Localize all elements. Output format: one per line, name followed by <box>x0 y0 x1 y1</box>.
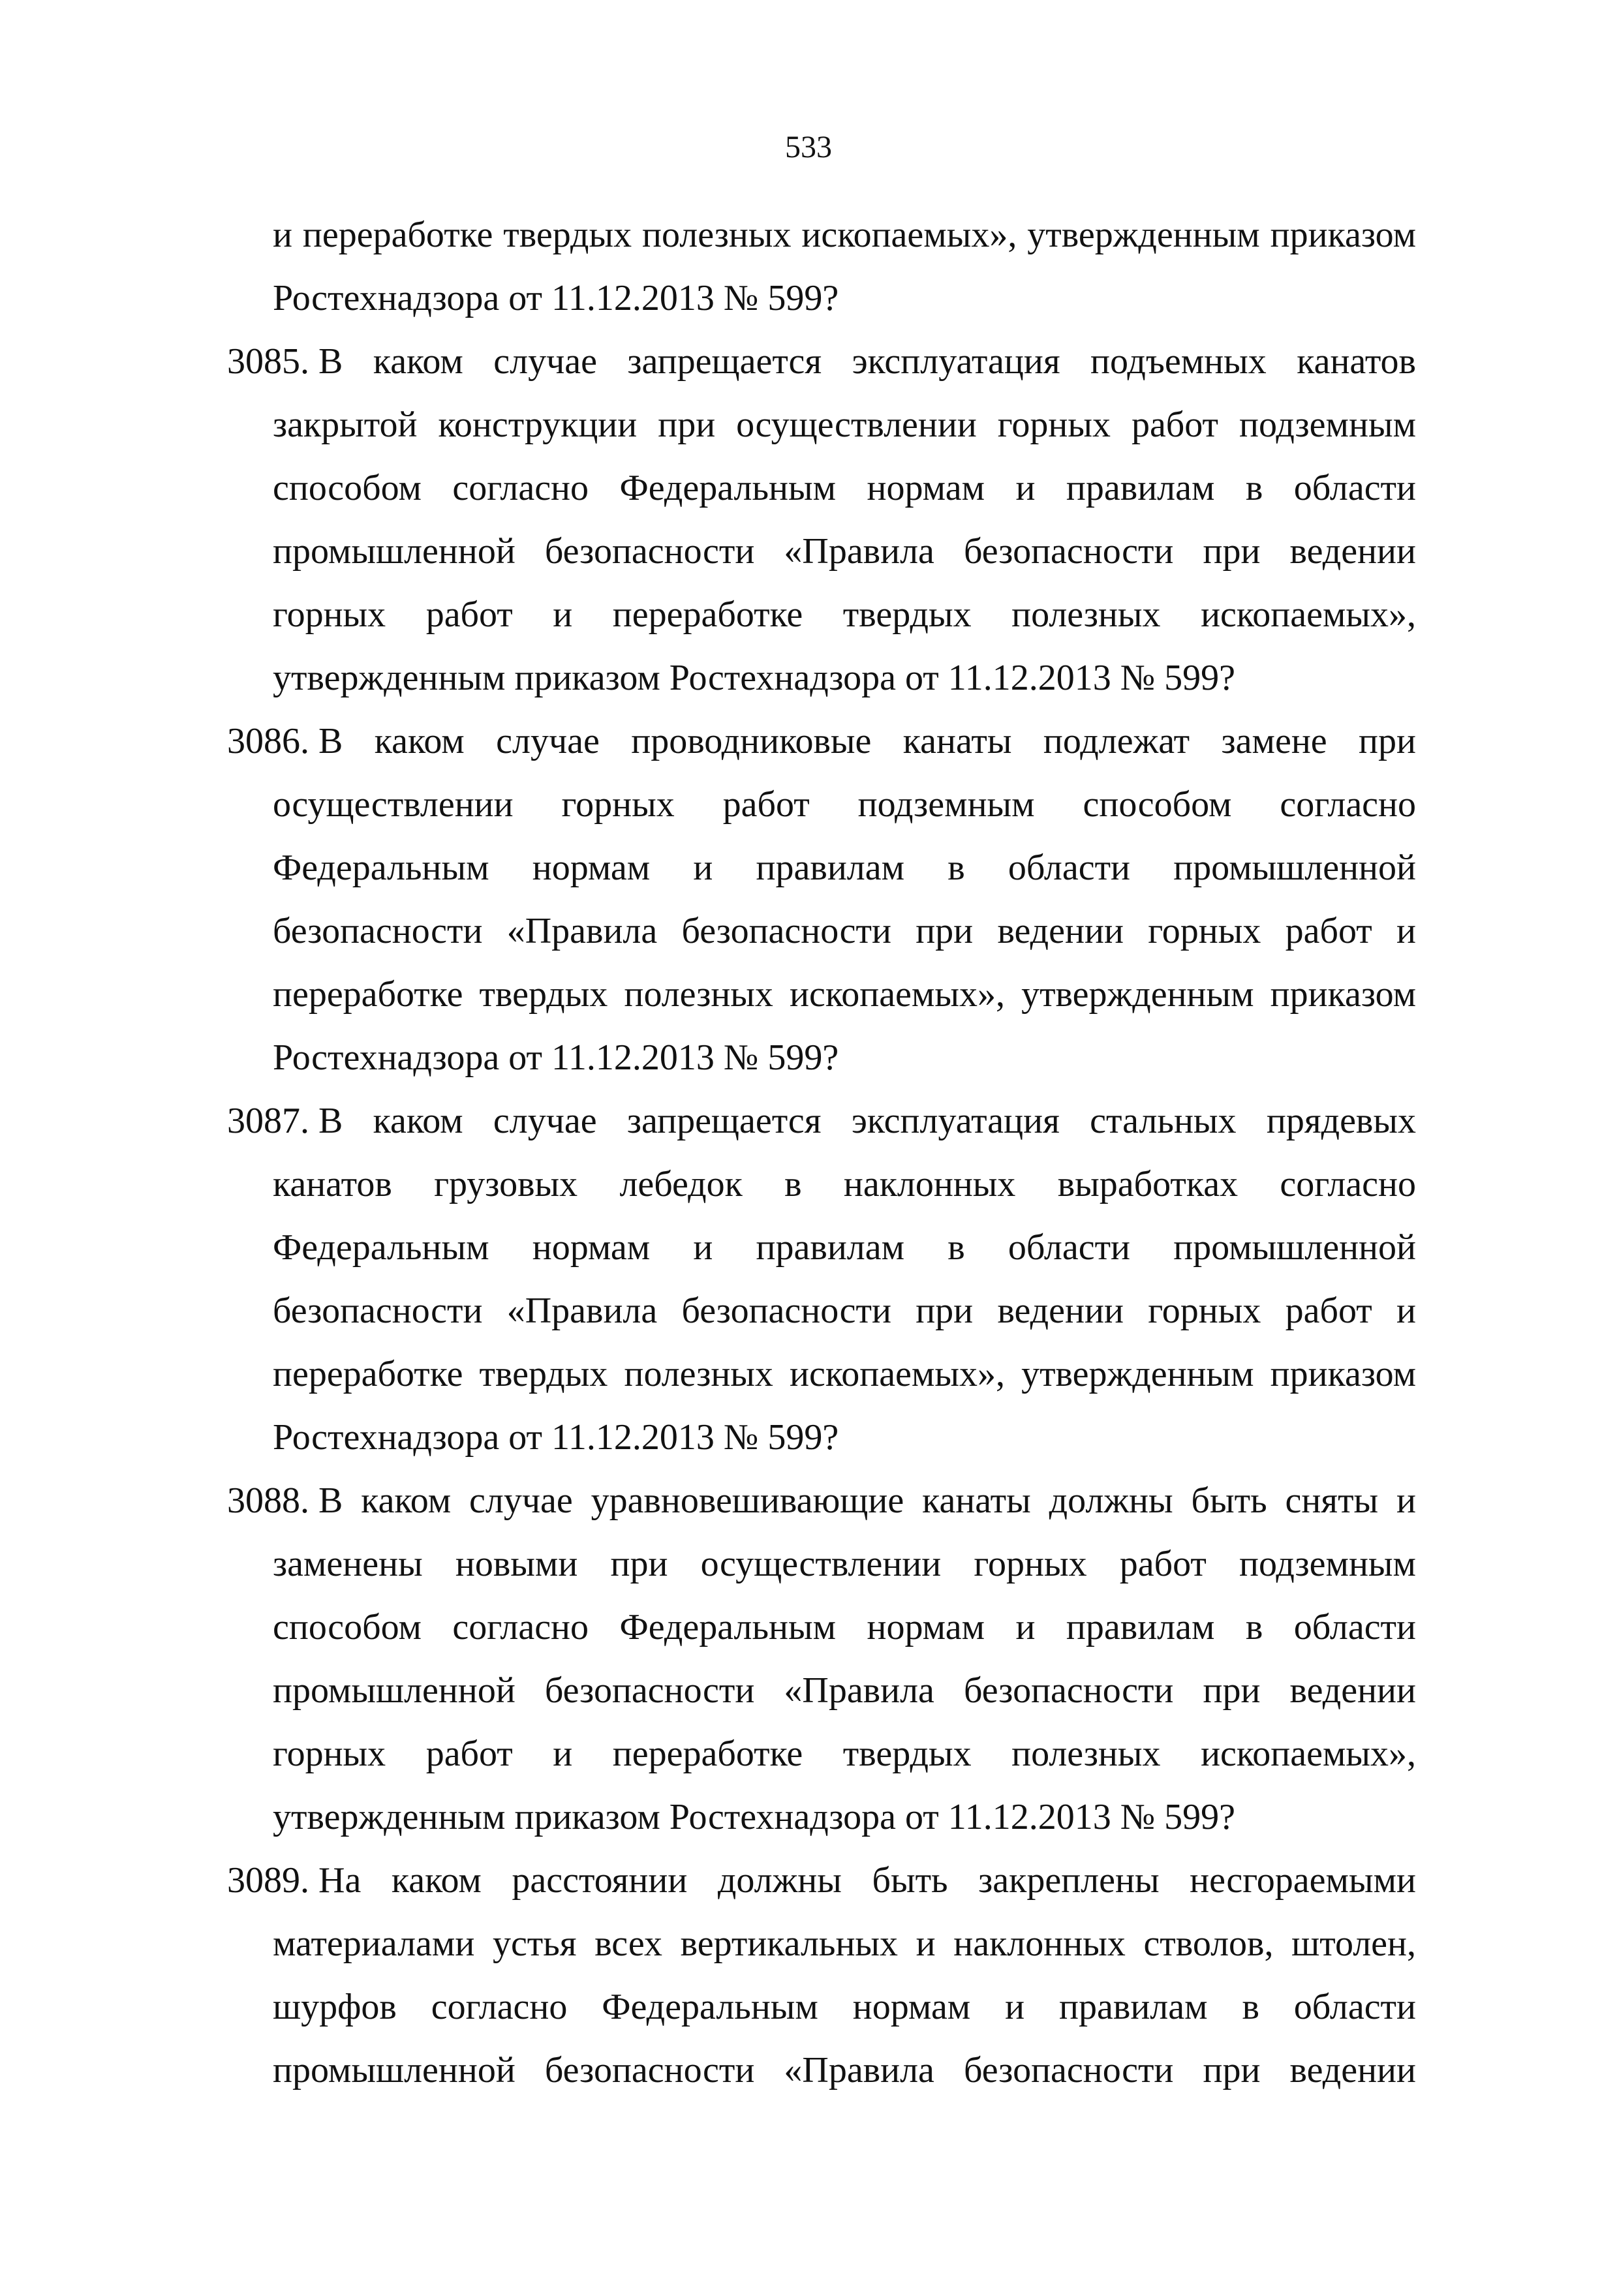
question-text: В каком случае запрещается эксплуатация подъемных канатов закрытой конструкции при осуществлении горных работ подземным способом согласно Федеральным нормам и правилам в области промышленной безопасности «Правила безопасности при ведении горных работ и переработке твердых полезных ископаемых», утвержденным приказом Ростехнадзора от 11.12.2013 № 599? <box>273 341 1416 698</box>
question-text: На каком расстоянии должны быть закреплены несгораемыми материалами устья всех вертикальных и наклонных стволов, штолен, шурфов согласно Федеральным нормам и правилам в области промышленной безопасности «Правила безопасности при ведении <box>273 1860 1416 2090</box>
paragraph-text: и переработке твердых полезных ископаемых», утвержденным приказом Ростехнадзора от 11.12.2013 № 599? <box>273 215 1416 318</box>
question-number: 3089. <box>227 1860 309 1901</box>
question-number: 3087. <box>227 1101 309 1141</box>
paragraph-continuation <box>227 204 1416 330</box>
question-3088 <box>227 1469 1416 1849</box>
question-number: 3085. <box>227 341 309 382</box>
question-text: В каком случае запрещается эксплуатация стальных прядевых канатов грузовых лебедок в наклонных выработках согласно Федеральным нормам и правилам в области промышленной безопасности «Правила безопасности при ведении горных работ и переработке твердых полезных ископаемых», утвержденным приказом Ростехнадзора от 11.12.2013 № 599? <box>273 1101 1416 1458</box>
question-text: В каком случае проводниковые канаты подлежат замене при осуществлении горных работ подземным способом согласно Федеральным нормам и правилам в области промышленной безопасности «Правила безопасности при ведении горных работ и переработке твердых полезных ископаемых», утвержденным приказом Ростехнадзора от 11.12.2013 № 599? <box>273 721 1416 1078</box>
question-3087 <box>227 1090 1416 1469</box>
question-number: 3088. <box>227 1480 309 1521</box>
question-3086 <box>227 710 1416 1090</box>
page-number: 533 <box>785 130 832 164</box>
question-number: 3086. <box>227 721 309 761</box>
question-3085 <box>227 330 1416 710</box>
question-text: В каком случае уравновешивающие канаты должны быть сняты и заменены новыми при осуществлении горных работ подземным способом согласно Федеральным нормам и правилам в области промышленной безопасности «Правила безопасности при ведении горных работ и переработке твердых полезных ископаемых», утвержденным приказом Ростехнадзора от 11.12.2013 № 599? <box>273 1480 1416 1837</box>
question-3089 <box>227 1849 1416 2102</box>
document-body <box>227 204 1416 2102</box>
